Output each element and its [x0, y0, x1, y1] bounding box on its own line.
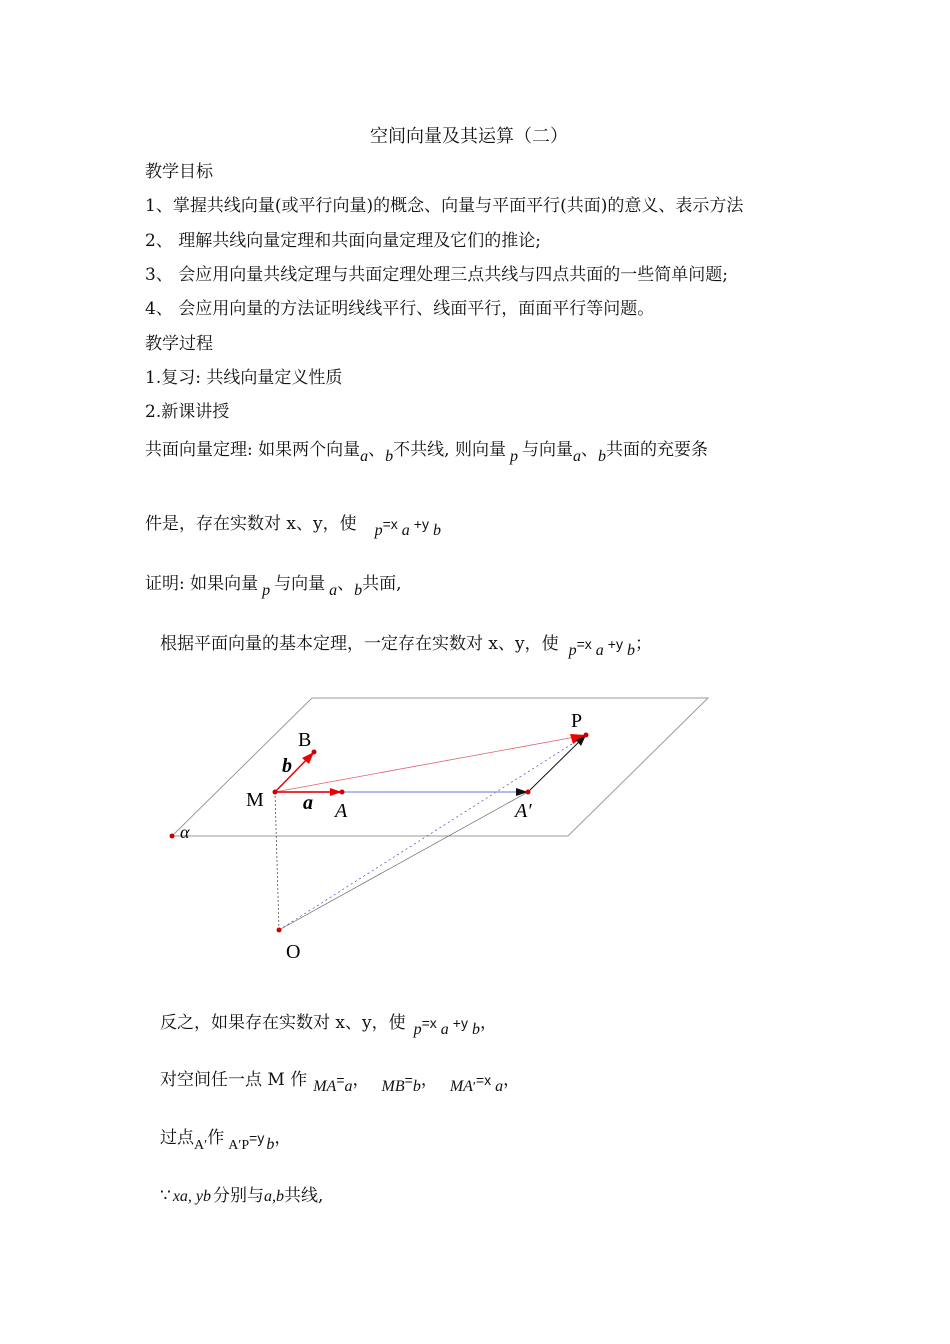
vector-AprimeP: A′P [228, 1138, 250, 1153]
vector-MP-line [275, 735, 586, 792]
vector-a: a [572, 448, 581, 465]
proof-line-1 [145, 573, 402, 599]
vector-b: b [597, 448, 606, 465]
eq-x: =x [576, 636, 592, 652]
comma: ， [352, 1070, 370, 1090]
converse-text-4b: 共线, [284, 1186, 324, 1206]
goals-heading: 教学目标 [145, 162, 213, 182]
theorem-text-4: 共面的充要条 [605, 440, 708, 460]
point-Aprime [526, 790, 531, 795]
point-M [273, 790, 278, 795]
vector-MB: MB [381, 1078, 405, 1095]
comma: ， [503, 1070, 521, 1090]
line-O-Aprime [279, 792, 528, 930]
proof-text-2: 与向量 [274, 574, 326, 594]
goal-item-2: 2、 理解共线向量定理和共面向量定理及它们的推论; [145, 231, 541, 251]
converse-text-4a: 分别与 [213, 1186, 265, 1206]
point-Aprime-ref: A′ [194, 1138, 208, 1153]
converse-line-1 [160, 1012, 497, 1038]
vector-p: p [374, 522, 383, 539]
label-Aprime: A′ [515, 800, 532, 822]
semicolon: ； [634, 634, 652, 654]
point-P [584, 733, 589, 738]
label-a: a [303, 792, 313, 814]
vector-b: b [626, 642, 635, 659]
process-heading: 教学过程 [145, 334, 213, 354]
point-alpha [170, 834, 175, 839]
vector-a: a [401, 522, 410, 539]
converse-text-1: 反之，如果存在实数对 x、y，使 [160, 1013, 406, 1033]
vector-MA: MA [313, 1078, 337, 1095]
proof-text-3: 共面, [362, 574, 402, 594]
eq-sign: = [336, 1072, 345, 1088]
point-B [312, 750, 317, 755]
eq-plus-y: +y [452, 1015, 468, 1031]
label-B: B [298, 729, 312, 751]
eq-x: =x [421, 1015, 437, 1031]
vector-a: a [595, 642, 604, 659]
theorem-text-1: 共面向量定理: 如果两个向量 [145, 440, 361, 460]
theorem-line-1 [145, 439, 708, 465]
theorem-text-3: 与向量 [521, 440, 573, 460]
eq-y: =y [249, 1130, 265, 1146]
review-line: 1.复习: 共线向量定义性质 [145, 368, 343, 388]
goal-item-4: 4、 会应用向量的方法证明线线平行、线面平行，面面平行等问题。 [145, 299, 655, 319]
vectors-xa-yb: xa, yb [172, 1188, 212, 1205]
separator: 、 [368, 440, 386, 460]
vector-MAprime: MA [449, 1078, 473, 1095]
vector-b: b [266, 1136, 275, 1153]
new-lesson-line: 2.新课讲授 [145, 402, 230, 422]
line-M-O [275, 792, 279, 930]
comma: ， [274, 1128, 292, 1148]
proof-line-2 [160, 633, 652, 659]
theorem-line-2 [145, 513, 441, 539]
eq-plus-y: +y [413, 516, 429, 532]
separator: 、 [337, 574, 355, 594]
eq-x: =x [475, 1072, 492, 1088]
vector-b: b [385, 448, 394, 465]
eq-plus-y: +y [607, 636, 623, 652]
plane-alpha [172, 698, 708, 836]
converse-line-4 [160, 1185, 323, 1208]
line-O-P [279, 735, 586, 930]
label-alpha: α [180, 822, 190, 842]
vector-b: b [471, 1021, 480, 1038]
theorem-text-5: 件是，存在实数对 x、y，使 [145, 514, 357, 534]
goal-item-3: 3、 会应用向量共线定理与共面定理处理三点共线与四点共面的一些简单问题; [145, 265, 728, 285]
point-A [340, 790, 345, 795]
label-P: P [571, 710, 583, 732]
because-symbol: ∵ [160, 1186, 171, 1206]
vector-a: a [495, 1078, 504, 1095]
vector-p: p [568, 642, 577, 659]
eq-x: =x [382, 516, 398, 532]
converse-line-2 [160, 1069, 520, 1093]
converse-text-3: 过点 [160, 1128, 194, 1148]
point-O [277, 928, 282, 933]
coplanar-vectors-figure [0, 680, 950, 960]
converse-text-2: 对空间任一点 M 作 [160, 1070, 308, 1090]
vector-b: b [412, 1078, 421, 1095]
vector-b: b [354, 582, 363, 599]
vector-a: a [360, 448, 369, 465]
page-title: 空间向量及其运算（二） [370, 126, 568, 147]
theorem-text-2: 不共线, 则向量 [393, 440, 506, 460]
vector-p: p [413, 1021, 422, 1038]
converse-text-3b: 作 [207, 1128, 225, 1148]
vector-a: a [440, 1021, 449, 1038]
prime-mark: ′ [472, 1080, 476, 1095]
label-A: A [335, 800, 348, 822]
converse-line-3 [160, 1127, 291, 1151]
proof-text-4: 根据平面向量的基本定理，一定存在实数对 x、y，使 [160, 634, 559, 654]
comma: ， [420, 1070, 438, 1090]
separator: 、 [580, 440, 598, 460]
vector-a: a [329, 582, 338, 599]
eq-sign: = [404, 1072, 413, 1088]
proof-text-1: 证明: 如果向量 [145, 574, 259, 594]
vector-p: p [509, 448, 518, 465]
vectors-a-b: a,b [264, 1188, 285, 1205]
label-O: O [286, 941, 301, 960]
vector-AprimeP-line [528, 735, 586, 792]
goal-item-1: 1、掌握共线向量(或平行向量)的概念、向量与平面平行(共面)的意义、表示方法 [145, 196, 744, 216]
vector-p: p [262, 582, 271, 599]
label-M: M [246, 789, 264, 811]
label-b: b [282, 755, 292, 777]
comma: ， [479, 1013, 497, 1033]
vector-a: a [344, 1078, 353, 1095]
vector-b: b [432, 522, 441, 539]
